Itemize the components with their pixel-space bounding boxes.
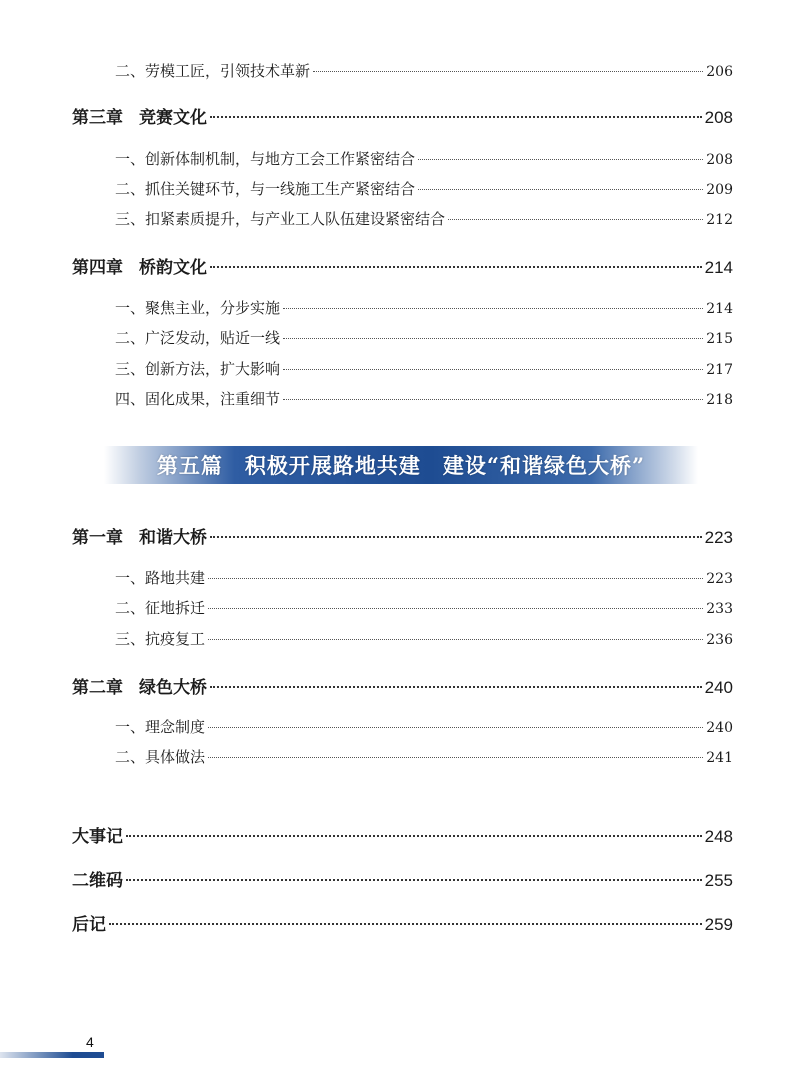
part-banner[interactable] — [104, 446, 698, 484]
page-ref: 209 — [706, 182, 733, 198]
chapter-title: 绿色大桥 — [139, 678, 207, 698]
page-ref: 206 — [706, 64, 733, 80]
page-ref: 218 — [706, 392, 733, 408]
toc-chapter-entry[interactable] — [72, 253, 733, 278]
toc-section-entry[interactable] — [115, 208, 733, 229]
toc-section-entry[interactable] — [115, 297, 733, 318]
appendix-label: 大事记 — [72, 827, 123, 847]
dot-leader — [283, 369, 703, 370]
section-label: 三、创新方法，扩大影响 — [115, 360, 281, 378]
dot-leader — [126, 879, 702, 881]
section-label: 三、抗疫复工 — [115, 630, 206, 648]
chapter-number: 第二章 — [72, 678, 123, 698]
toc-chapter-entry[interactable] — [72, 103, 733, 128]
toc-appendix-entry[interactable] — [72, 866, 733, 891]
dot-leader — [283, 308, 703, 309]
section-label: 四、固化成果，注重细节 — [115, 390, 281, 408]
section-label: 一、聚焦主业，分步实施 — [115, 299, 281, 317]
dot-leader — [109, 923, 702, 925]
chapter-title: 和谐大桥 — [139, 528, 207, 548]
dot-leader — [313, 71, 703, 72]
part-number: 第五篇 — [156, 453, 223, 478]
toc-appendix-entry[interactable] — [72, 910, 733, 935]
appendix-label: 二维码 — [72, 871, 123, 891]
page-ref: 208 — [706, 152, 733, 168]
page-ref: 214 — [704, 258, 733, 277]
chapter-heading — [72, 253, 207, 278]
page-ref: 208 — [704, 108, 733, 127]
page-ref: 233 — [706, 601, 733, 617]
page-ref: 255 — [704, 871, 733, 890]
section-label: 三、扣紧素质提升，与产业工人队伍建设紧密结合 — [115, 210, 446, 228]
page-ref: 212 — [706, 212, 733, 228]
dot-leader — [448, 219, 703, 220]
part-title-a: 积极开展路地共建 — [244, 453, 421, 478]
page-ref: 217 — [706, 362, 733, 378]
chapter-heading — [72, 673, 207, 698]
dot-leader — [208, 727, 703, 728]
dot-leader — [126, 835, 702, 837]
toc-section-entry[interactable] — [115, 148, 733, 169]
toc-section-entry[interactable] — [115, 327, 733, 348]
section-label: 二、征地拆迁 — [115, 599, 206, 617]
chapter-number: 第一章 — [72, 528, 123, 548]
page-ref: 215 — [706, 331, 733, 347]
dot-leader — [208, 608, 703, 609]
chapter-heading — [72, 523, 207, 548]
dot-leader — [283, 399, 703, 400]
page-number: 4 — [86, 1034, 94, 1050]
section-label: 二、具体做法 — [115, 748, 206, 766]
section-label: 二、劳模工匠，引领技术革新 — [115, 62, 311, 80]
dot-leader — [208, 639, 703, 640]
toc-section-entry[interactable] — [115, 746, 733, 767]
section-label: 二、广泛发动，贴近一线 — [115, 329, 281, 347]
dot-leader — [210, 116, 702, 118]
chapter-number: 第四章 — [72, 258, 123, 278]
dot-leader — [210, 266, 702, 268]
dot-leader — [208, 578, 703, 579]
dot-leader — [210, 536, 702, 538]
page-ref: 223 — [704, 528, 733, 547]
toc-section-entry[interactable] — [115, 716, 733, 737]
section-label: 一、创新体制机制，与地方工会工作紧密结合 — [115, 150, 416, 168]
toc-section-entry[interactable] — [115, 567, 733, 588]
dot-leader — [208, 757, 703, 758]
page-ref: 259 — [704, 915, 733, 934]
chapter-number: 第三章 — [72, 108, 123, 128]
page-ref: 236 — [706, 632, 733, 648]
page-ref: 240 — [706, 720, 733, 736]
toc-appendix-entry[interactable] — [72, 822, 733, 847]
toc-section-entry[interactable] — [115, 597, 733, 618]
section-label: 二、抓住关键环节，与一线施工生产紧密结合 — [115, 180, 416, 198]
dot-leader — [210, 686, 702, 688]
toc-chapter-entry[interactable] — [72, 523, 733, 548]
toc-section-entry[interactable] — [115, 178, 733, 199]
dot-leader — [418, 189, 703, 190]
page-ref: 223 — [706, 571, 733, 587]
dot-leader — [283, 338, 703, 339]
section-label: 一、理念制度 — [115, 718, 206, 736]
appendix-label: 后记 — [72, 915, 106, 935]
toc-section-entry[interactable] — [115, 628, 733, 649]
chapter-heading — [72, 103, 207, 128]
page-ref: 240 — [704, 678, 733, 697]
toc-section-entry[interactable] — [115, 388, 733, 409]
chapter-title: 竞赛文化 — [139, 108, 207, 128]
toc-section-entry[interactable] — [115, 358, 733, 379]
page-ref: 241 — [706, 750, 733, 766]
page-ref: 214 — [706, 301, 733, 317]
toc-section-entry[interactable] — [115, 60, 733, 81]
page-ref: 248 — [704, 827, 733, 846]
section-label: 一、路地共建 — [115, 569, 206, 587]
dot-leader — [418, 159, 703, 160]
part-title-b: 建设“和谐绿色大桥” — [442, 453, 646, 478]
footer-accent-bar — [0, 1052, 104, 1058]
chapter-title: 桥韵文化 — [139, 258, 207, 278]
toc-chapter-entry[interactable] — [72, 673, 733, 698]
part-title — [157, 450, 645, 480]
